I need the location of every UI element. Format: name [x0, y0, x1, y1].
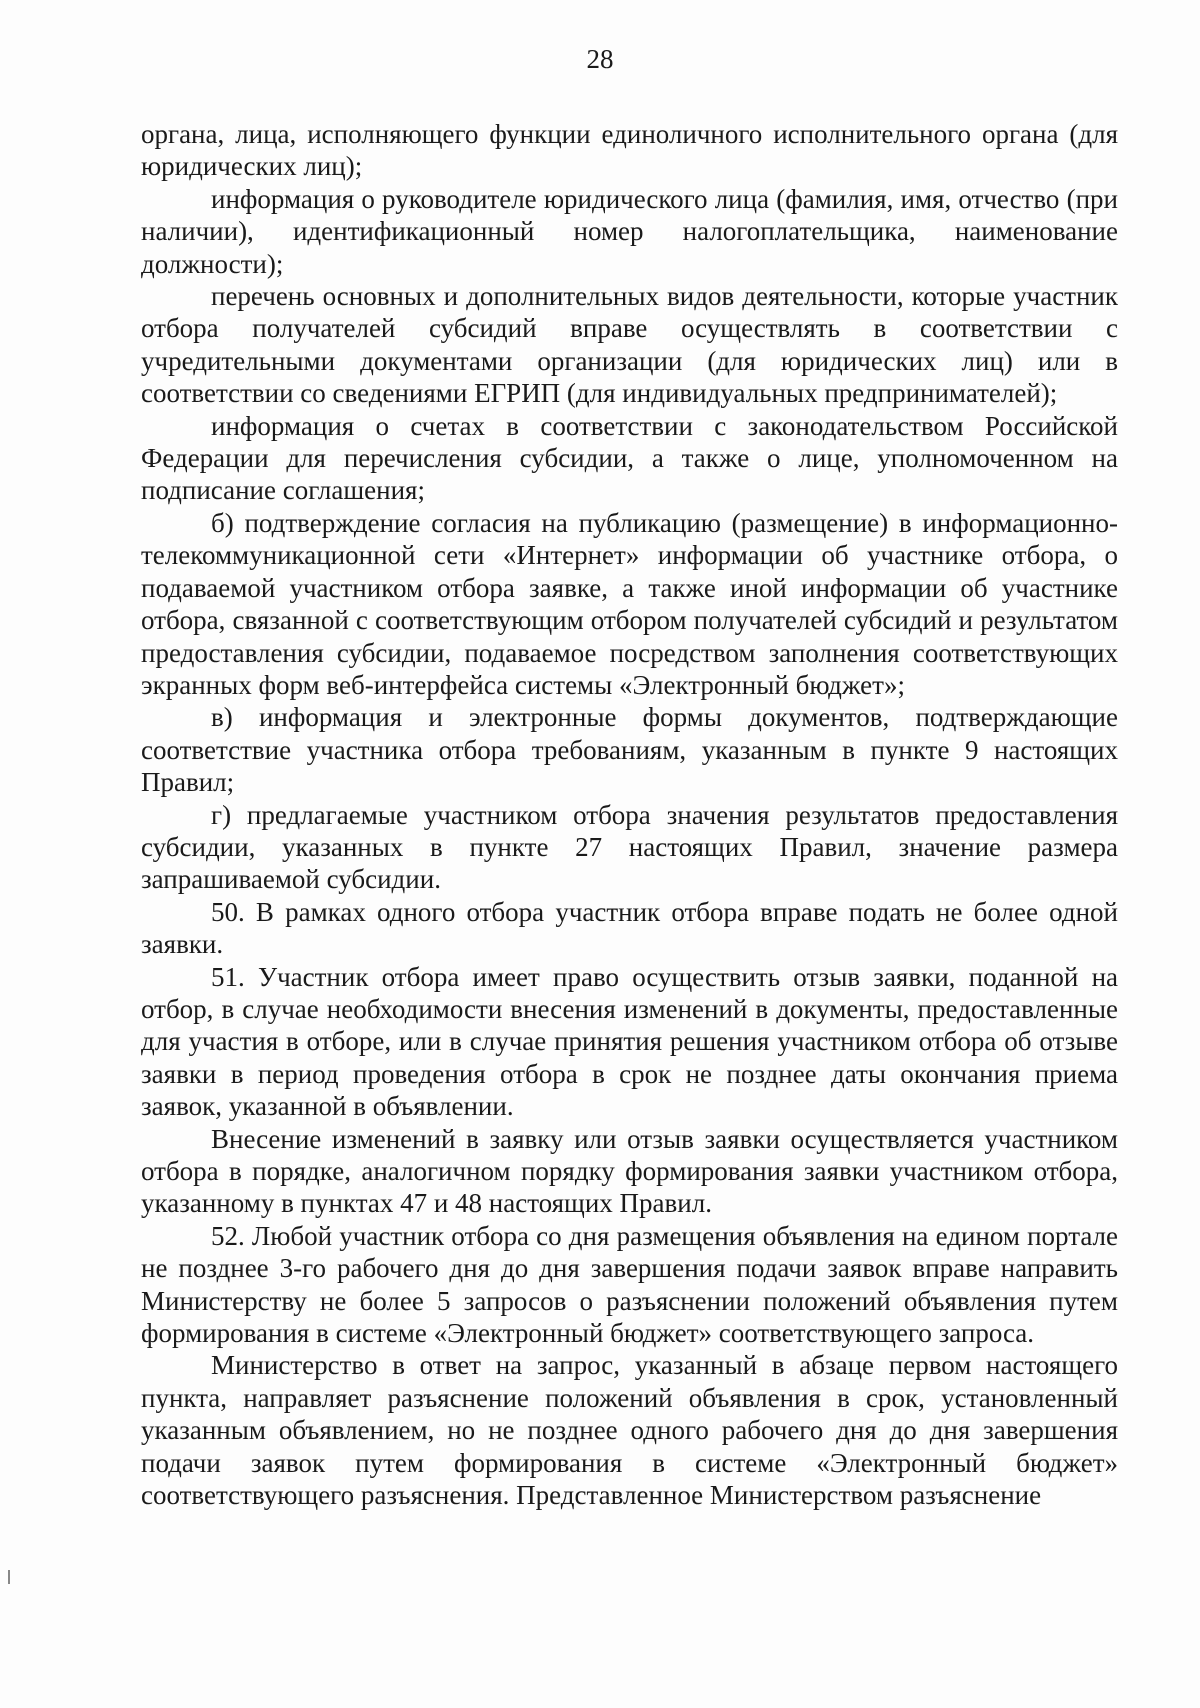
paragraph: информация о счетах в соответствии с законодательством Российской Федерации для перечисления субсидии, а также о лице, уполномоченном на подписание соглашения; [141, 410, 1118, 506]
paragraph: 50. В рамках одного отбора участник отбора вправе подать не более одной заявки. [141, 896, 1118, 960]
paragraph: перечень основных и дополнительных видов деятельности, которые участник отбора получателей субсидий вправе осуществлять в соответствии с учредительными документами организации (для юридических лиц) или в соответствии со сведениями ЕГРИП (для индивидуальных предпринимателей); [141, 281, 1118, 409]
paragraph: Внесение изменений в заявку или отзыв заявки осуществляется участником отбора в порядке, аналогичном порядку формирования заявки участником отбора, указанному в пунктах 47 и 48 настоящих Правил. [141, 1123, 1118, 1219]
document-body [141, 118, 1118, 1511]
paragraph: б) подтверждение согласия на публикацию (размещение) в информационно-телекоммуникационной сети «Интернет» информации об участнике отбора, о подаваемой участником отбора заявке, а также иной информации об участнике отбора, связанной с соответствующим отбором получателей субсидий и результатом предоставления субсидии, подаваемое посредством заполнения соответствующих экранных форм веб-интерфейса системы «Электронный бюджет»; [141, 507, 1118, 700]
paragraph: Министерство в ответ на запрос, указанный в абзаце первом настоящего пункта, направляет разъяснение положений объявления в срок, установленный указанным объявлением, но не позднее одного рабочего дня до дня завершения подачи заявок путем формирования в системе «Электронный бюджет» соответствующего разъяснения. Представленное Министерством разъяснение [141, 1350, 1118, 1511]
scan-artifact [8, 1570, 10, 1584]
paragraph: органа, лица, исполняющего функции единоличного исполнительного органа (для юридических лиц); [141, 119, 1118, 182]
paragraph: г) предлагаемые участником отбора значения результатов предоставления субсидии, указанных в пункте 27 настоящих Правил, значение размера запрашиваемой субсидии. [141, 799, 1118, 895]
paragraph: 51. Участник отбора имеет право осуществить отзыв заявки, поданной на отбор, в случае необходимости внесения изменений в документы, предоставленные для участия в отборе, или в случае принятия решения участником отбора об отзыве заявки в период проведения отбора в срок не позднее даты окончания приема заявок, указанной в объявлении. [141, 961, 1118, 1122]
paragraph: в) информация и электронные формы документов, подтверждающие соответствие участника отбора требованиям, указанным в пункте 9 настоящих Правил; [141, 702, 1118, 798]
paragraph: 52. Любой участник отбора со дня размещения объявления на едином портале не позднее 3-го рабочего дня до дня завершения подачи заявок вправе направить Министерству не более 5 запросов о разъяснении положений объявления путем формирования в системе «Электронный бюджет» соответствующего запроса. [141, 1220, 1118, 1349]
paragraph: информация о руководителе юридического лица (фамилия, имя, отчество (при наличии), идентификационный номер налогоплательщика, наименование должности); [141, 183, 1118, 279]
page-number: 28 [586, 44, 614, 74]
